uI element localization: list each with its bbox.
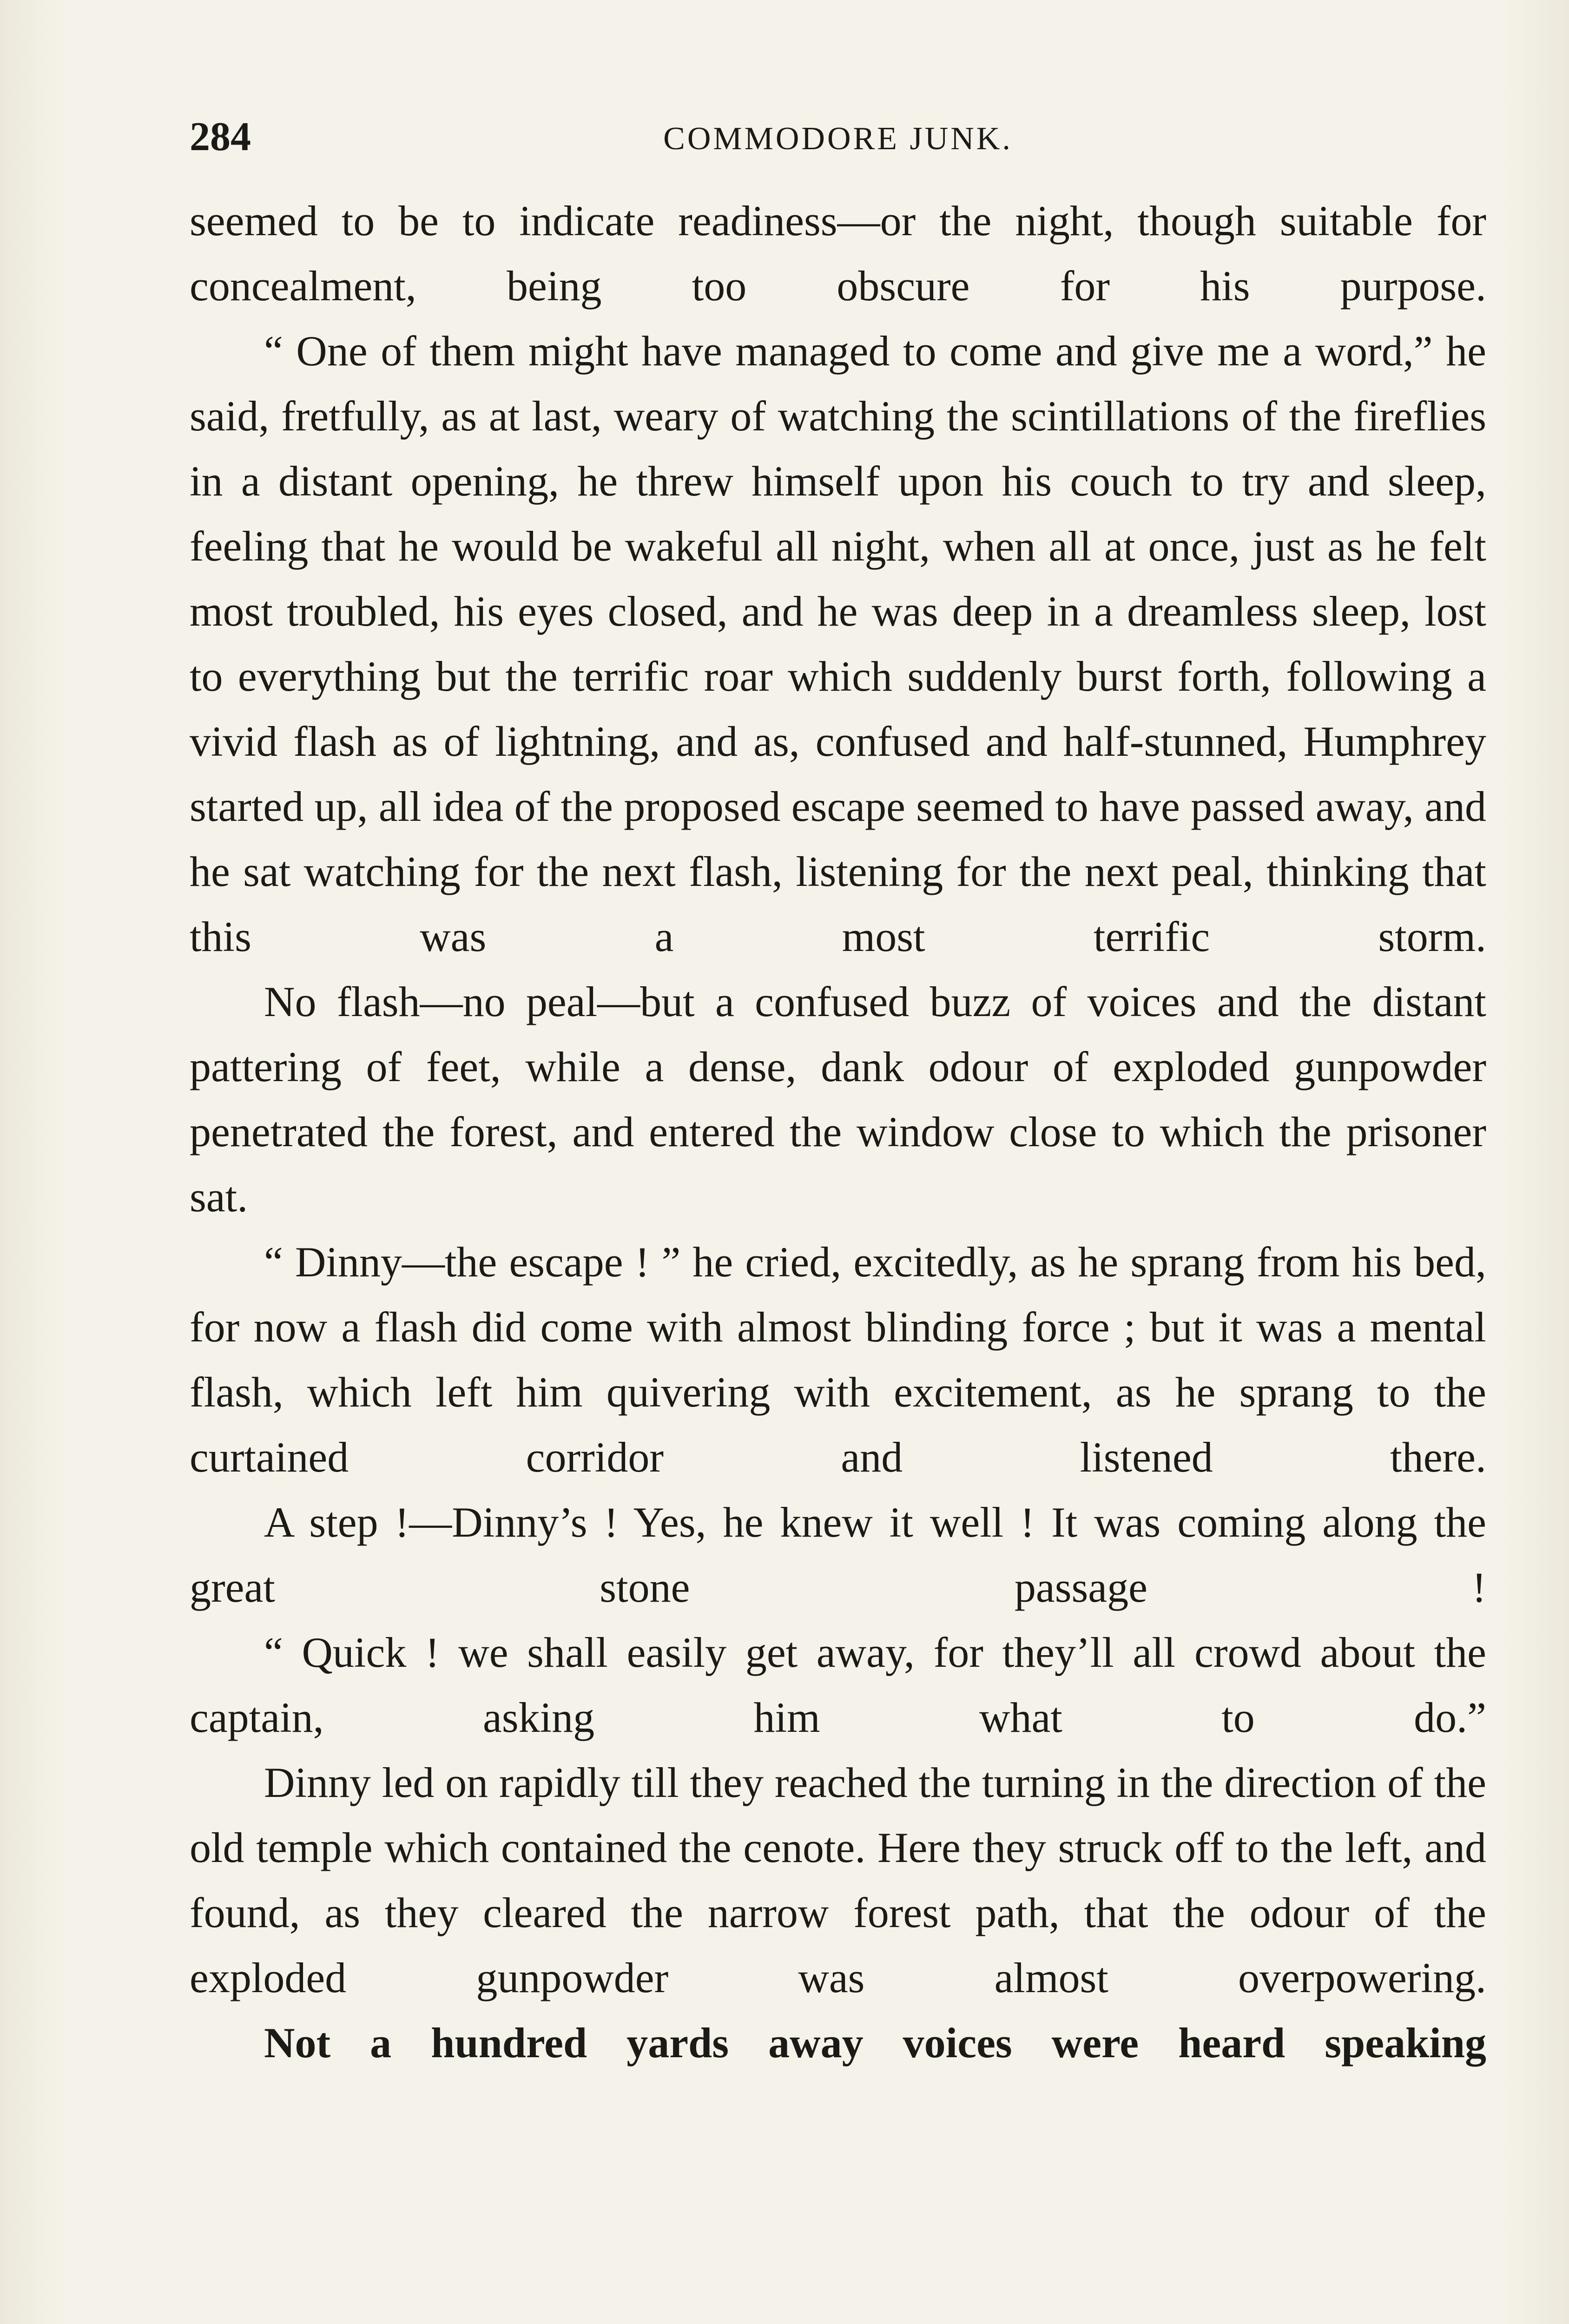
paragraph-continues: Not a hundred yards away voices were heard speaking: [264, 2019, 1486, 2067]
paragraph: “ Quick ! we shall easily get away, for they’ll all crowd about the captain, asking him what to do.”: [190, 1629, 1486, 1741]
paragraph: “ One of them might have managed to come and give me a word,” he said, fretfully, as at last, weary of watching the scintillations of the fireflies in a distant opening, he threw himself upon his couch to try and sleep, feeling that he would be wakeful all night, when all at once, just as he felt most troubled, his eyes closed, and he was deep in a dreamless sleep, lost to everything but the terrific roar which suddenly burst forth, following a vivid flash as of lightning, and as, confused and half-stunned, Humphrey started up, all idea of the proposed escape seemed to have passed away, and he sat watching for the next flash, listening for the next peal, thinking that this was a most terrific storm.: [190, 327, 1486, 960]
paragraph: No flash—no peal—but a confused buzz of voices and the distant pattering of feet, while a dense, dank odour of exploded gunpowder penetrated the forest, and entered the window close to which the prisoner sat.: [190, 978, 1486, 1221]
body-text: [190, 188, 1486, 2075]
paragraph-continued: seemed to be to indicate readiness—or the night, though suitable for concealment, being too obscure for his purpose.: [190, 197, 1486, 310]
running-title: COMMODORE JUNK.: [663, 121, 1013, 157]
paragraph: A step !—Dinny’s ! Yes, he knew it well ! It was coming along the great stone passage !: [190, 1499, 1486, 1611]
running-head: [190, 112, 1486, 163]
paragraph: “ Dinny—the escape ! ” he cried, excitedly, as he sprang from his bed, for now a flash did come with almost blinding force ; but it was a mental flash, which left him quivering with excitement, as he sprang to the curtained corridor and listened there.: [190, 1238, 1486, 1481]
page-number: 284: [190, 114, 251, 159]
paragraph: Dinny led on rapidly till they reached the turning in the direction of the old temple which contained the cenote. Here they struck off to the left, and found, as they cleared the narrow forest path, that the odour of the exploded gunpowder was almost overpowering.: [190, 1759, 1486, 2001]
